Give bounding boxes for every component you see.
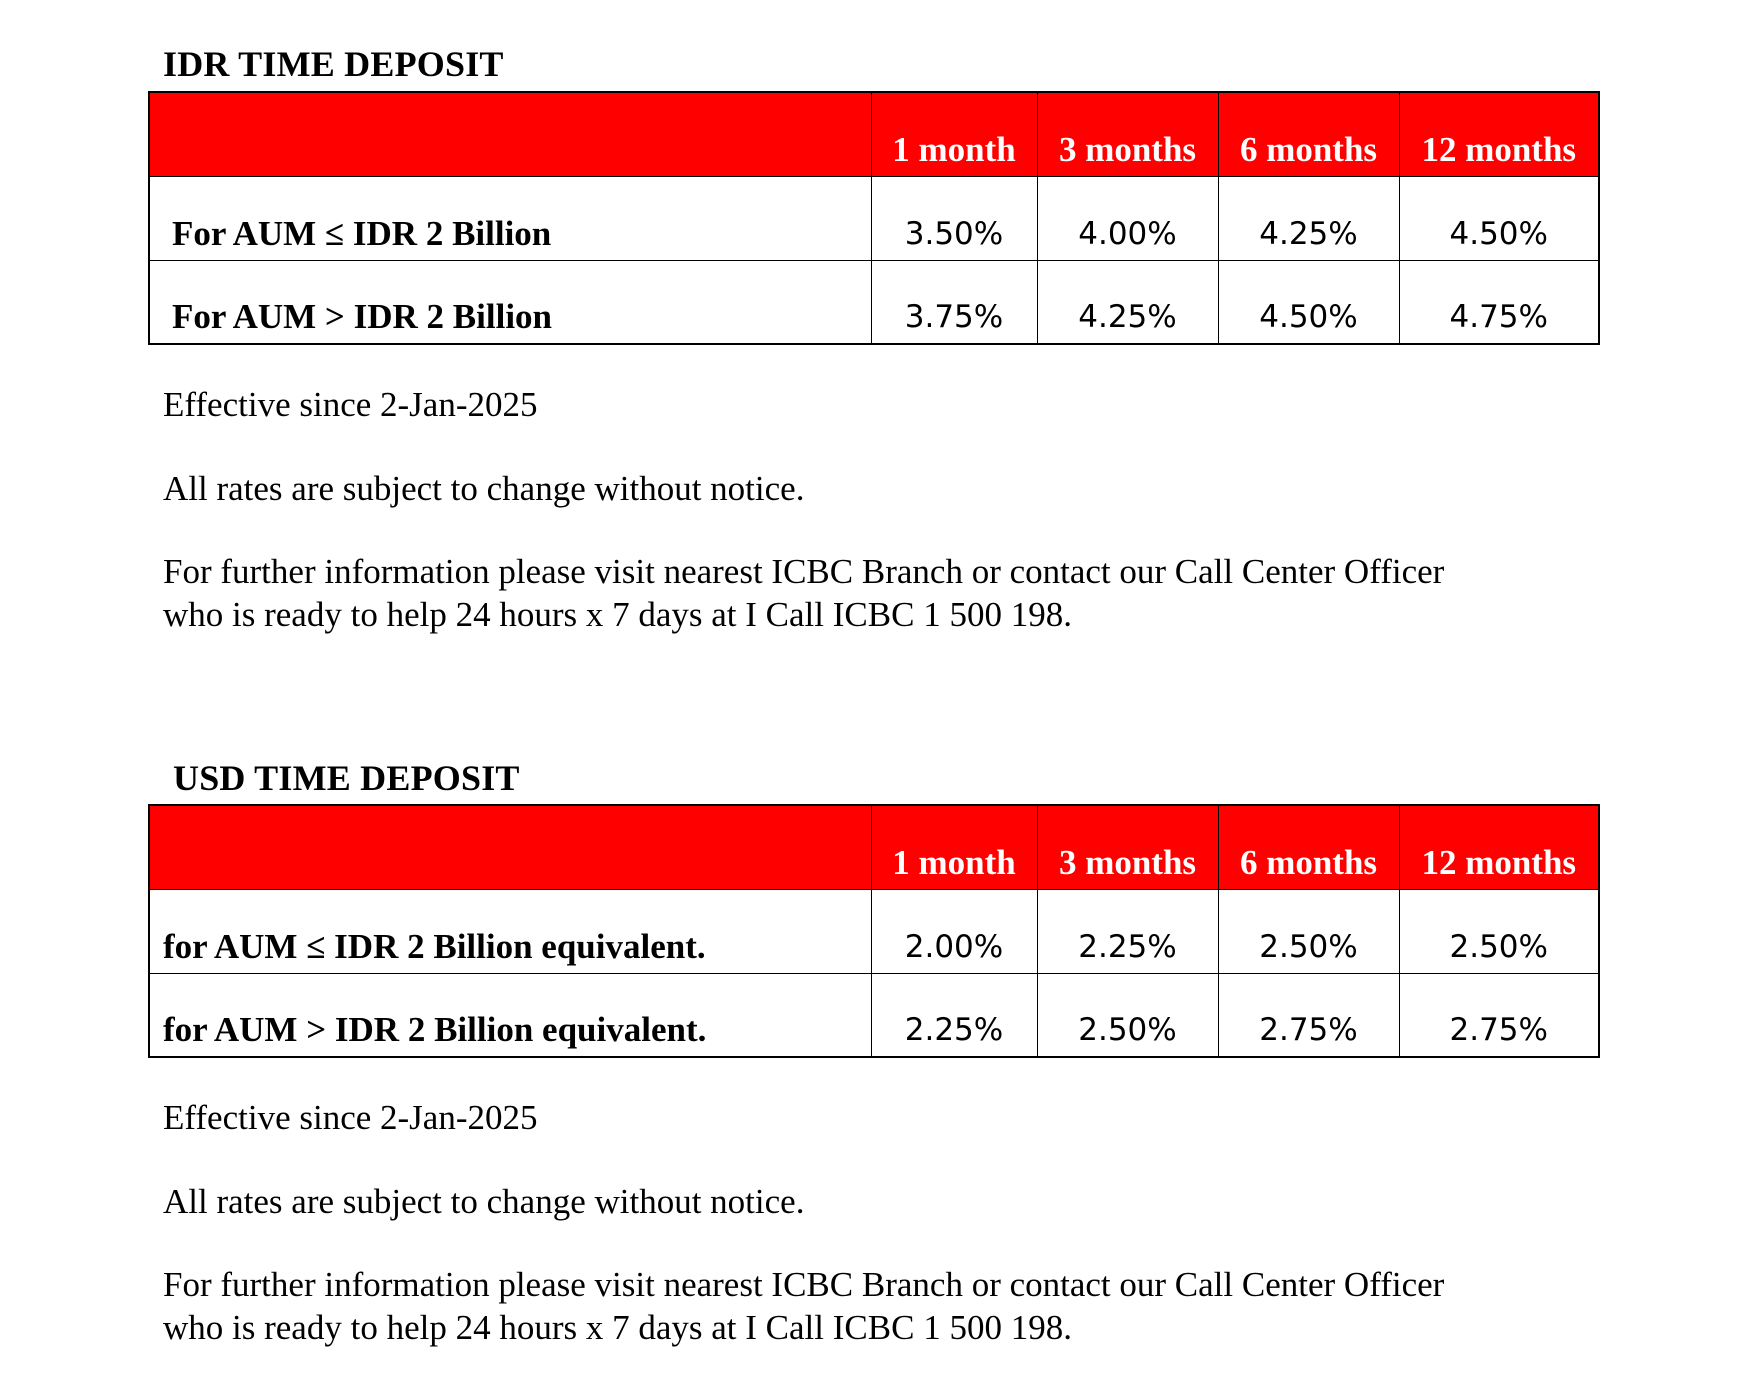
header-cell-6-months: 6 months [1218,805,1399,889]
effective-date: Effective since 2-Jan-2025 [163,385,538,424]
table-row [149,260,1599,344]
rates-table [148,91,1600,345]
effective-date: Effective since 2-Jan-2025 [163,1098,538,1137]
rate-cell: 3.75% [871,260,1037,344]
header-cell-12-months: 12 months [1399,92,1599,176]
disclaimer-text: All rates are subject to change without notice. [163,1182,805,1221]
rate-cell: 2.00% [871,889,1037,973]
header-cell-3-months: 3 months [1037,92,1218,176]
rate-cell: 4.00% [1037,176,1218,260]
info-text-line-2: who is ready to help 24 hours x 7 days at I Call ICBC 1 500 198. [163,595,1072,634]
header-cell-1-month: 1 month [871,805,1037,889]
table-header-row [149,805,1599,889]
rate-cell: 2.50% [1218,889,1399,973]
info-text-line-1: For further information please visit nearest ICBC Branch or contact our Call Center Officer [163,552,1445,591]
section-title: IDR TIME DEPOSIT [163,44,504,84]
rate-cell: 2.25% [1037,889,1218,973]
header-cell-empty [149,92,871,176]
info-text-line-1: For further information please visit nearest ICBC Branch or contact our Call Center Officer [163,1265,1445,1304]
header-cell-6-months: 6 months [1218,92,1399,176]
row-label: for AUM ≤ IDR 2 Billion equivalent. [149,889,871,973]
rate-cell: 3.50% [871,176,1037,260]
section-title: USD TIME DEPOSIT [173,758,520,798]
rate-cell: 4.50% [1399,176,1599,260]
row-label: For AUM ≤ IDR 2 Billion [149,176,871,260]
rate-cell: 2.75% [1218,973,1399,1057]
disclaimer-text: All rates are subject to change without notice. [163,469,805,508]
rate-cell: 4.75% [1399,260,1599,344]
rate-cell: 4.50% [1218,260,1399,344]
rate-cell: 4.25% [1218,176,1399,260]
info-text-line-2: who is ready to help 24 hours x 7 days at I Call ICBC 1 500 198. [163,1308,1072,1347]
header-cell-empty [149,805,871,889]
header-cell-12-months: 12 months [1399,805,1599,889]
table-row [149,176,1599,260]
rate-cell: 2.25% [871,973,1037,1057]
rate-cell: 4.25% [1037,260,1218,344]
rate-cell: 2.75% [1399,973,1599,1057]
row-label: For AUM > IDR 2 Billion [149,260,871,344]
table-row [149,973,1599,1057]
rate-cell: 2.50% [1037,973,1218,1057]
table-row [149,889,1599,973]
table-header-row [149,92,1599,176]
rates-table [148,804,1600,1058]
rate-cell: 2.50% [1399,889,1599,973]
header-cell-1-month: 1 month [871,92,1037,176]
header-cell-3-months: 3 months [1037,805,1218,889]
row-label: for AUM > IDR 2 Billion equivalent. [149,973,871,1057]
